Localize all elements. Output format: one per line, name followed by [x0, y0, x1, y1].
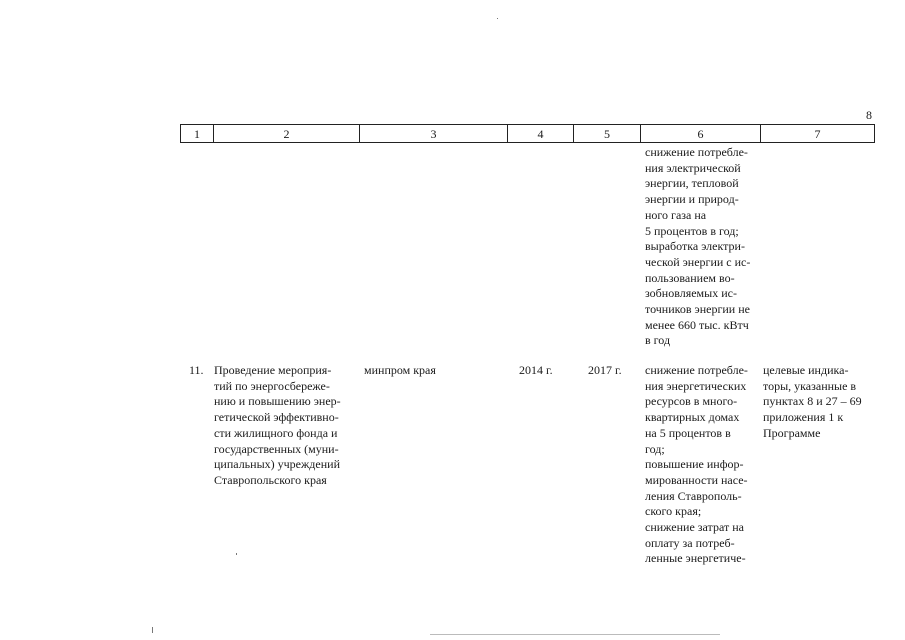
cell-line: ческой энергии с ис-	[645, 254, 751, 269]
continuation-col6	[645, 145, 755, 349]
cell-line: на 5 процентов в	[645, 425, 731, 440]
cell-line: энергии и природ-	[645, 192, 739, 207]
cell-line: пользованием во-	[645, 270, 735, 285]
cell-line: пунктах 8 и 27 – 69	[763, 394, 862, 409]
row-11-col6	[645, 363, 755, 567]
header-cell-2: 2	[213, 124, 359, 143]
row-11-col7	[763, 363, 869, 442]
header-cell-7: 7	[760, 124, 875, 143]
cell-line: энергии, тепловой	[645, 176, 739, 191]
cell-line: ского края;	[645, 504, 702, 519]
cell-line: выработка электри-	[645, 239, 745, 254]
scan-speck	[152, 627, 153, 633]
cell-line: повышение инфор-	[645, 457, 744, 472]
cell-line: Проведение мероприя-	[214, 363, 332, 377]
row-number: 11.	[189, 363, 204, 377]
cell-line: ния энергетических	[645, 378, 747, 393]
header-cell-6: 6	[640, 124, 760, 143]
header-cell-4: 4	[507, 124, 573, 143]
row-11-col4: 2014 г.	[519, 363, 553, 377]
row-11-col2	[214, 363, 355, 489]
cell-line: сти жилищного фонда и	[214, 425, 338, 440]
cell-line: снижение затрат на	[645, 520, 744, 535]
header-cell-3: 3	[359, 124, 507, 143]
row-11-col5: 2017 г.	[588, 363, 622, 377]
cell-line: целевые индика-	[763, 363, 849, 377]
cell-line: оплату за потреб-	[645, 535, 735, 550]
cell-line: ципальных) учреждений	[214, 457, 340, 472]
scan-speck	[236, 553, 237, 555]
cell-line: ленные энергетиче-	[645, 551, 746, 566]
header-cell-5: 5	[573, 124, 640, 143]
cell-line: снижение потребле-	[645, 145, 748, 159]
cell-line: менее 660 тыс. кВтч	[645, 317, 749, 332]
cell-line: снижение потребле-	[645, 363, 748, 377]
cell-line: нию и повышению энер-	[214, 394, 341, 409]
scan-speck	[430, 634, 720, 635]
cell-line: гетической эффективно-	[214, 410, 339, 425]
cell-line: год;	[645, 441, 665, 456]
cell-line: Ставропольского края	[214, 472, 327, 487]
row-11-col3: минпром края	[364, 363, 436, 377]
cell-line: государственных (муни-	[214, 441, 339, 456]
cell-line: 5 процентов в год;	[645, 223, 739, 238]
header-cell-1: 1	[180, 124, 213, 143]
cell-line: зобновляемых ис-	[645, 286, 737, 301]
cell-line: приложения 1 к	[763, 410, 844, 425]
cell-line: в год	[645, 333, 671, 348]
cell-line: ного газа на	[645, 207, 707, 222]
cell-line: торы, указанные в	[763, 378, 857, 393]
scan-speck	[497, 18, 498, 19]
cell-line: ления Ставрополь-	[645, 488, 742, 503]
cell-line: ния электрической	[645, 160, 741, 175]
page-number: 8	[866, 108, 872, 122]
cell-line: ресурсов в много-	[645, 394, 738, 409]
cell-line: мированности насе-	[645, 472, 748, 487]
cell-line: тий по энергосбереже-	[214, 378, 330, 393]
cell-line: Программе	[763, 425, 821, 440]
cell-line: точников энергии не	[645, 302, 750, 317]
cell-line: квартирных домах	[645, 410, 740, 425]
